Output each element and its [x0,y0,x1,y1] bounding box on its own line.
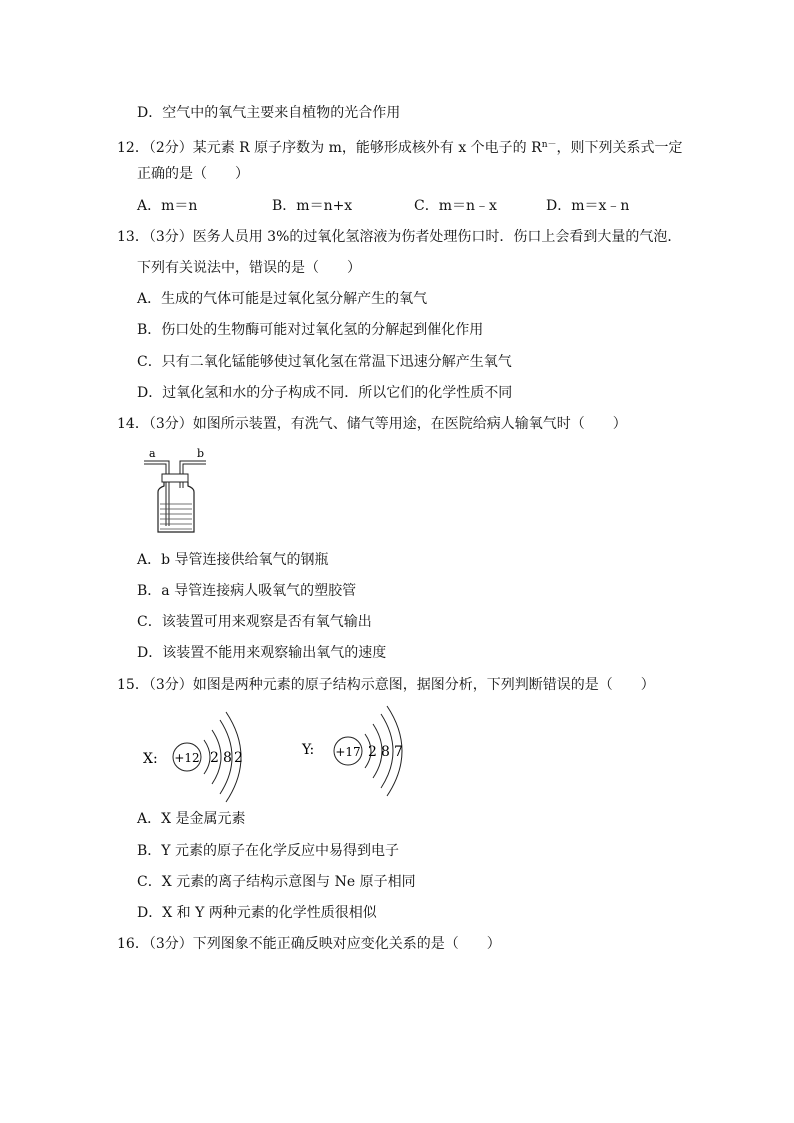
q12-options-row [0,196,794,216]
q13-option-b: B．伤口处的生物酶可能对过氧化氢的分解起到催化作用 [137,322,484,338]
q15-stem: 15．（3分）如图是两种元素的原子结构示意图，据图分析，下列判断错误的是（ ） [117,677,655,693]
q14-option-d: D．该装置不能用来观察输出氧气的速度 [137,645,387,661]
q13-option-d: D．过氧化氢和水的分子构成不同．所以它们的化学性质不同 [137,385,513,401]
q14-option-a: A．b 导管连接供给氧气的钢瓶 [137,552,329,568]
x-shell-2: 8 [223,750,232,766]
q13-option-a: A．生成的气体可能是过氧化氢分解产生的氧气 [137,291,428,307]
y-shell-1: 2 [368,744,377,760]
q12-stem-pre: 12．（2分）某元素 R 原子序数为 m，能够形成核外有 x 个电子的 R [117,140,542,156]
y-atom-label: Y: [302,742,315,758]
tube-b-label: b [197,447,205,460]
q15-option-c: C．X 元素的离子结构示意图与 Ne 原子相同 [137,874,416,890]
q11-option-d: D．空气中的氧气主要来自植物的光合作用 [137,105,401,121]
q12-option-d: D．m＝x﹣n [546,198,630,214]
q13-stem-line2: 下列有关说法中，错误的是（ ） [137,260,361,276]
gas-washing-bottle-figure [140,444,230,536]
q14-option-c: C．该装置可用来观察是否有氧气输出 [137,614,372,630]
q14-option-b: B．a 导管连接病人吸氧气的塑胶管 [137,583,357,599]
q13-option-c: C．只有二氧化锰能够使过氧化氢在常温下迅速分解产生氧气 [137,354,512,370]
q12-option-a: A．m＝n [137,198,198,214]
y-shell-3: 7 [394,744,403,760]
q12-option-b: B．m＝n+x [272,198,353,214]
y-shell-2: 8 [381,744,390,760]
q12-superscript: n－ [541,140,557,150]
q12-stem-line1 [117,135,682,158]
q12-stem-post: ，则下列关系式一定 [556,140,683,156]
x-shell-1: 2 [210,750,219,766]
q16-stem: 16．（3分）下列图象不能正确反映对应变化关系的是（ ） [117,936,501,952]
q12-option-c: C．m＝n﹣x [414,198,497,214]
atomic-structure-figure [130,702,430,812]
x-atom-label: X: [143,751,158,767]
q14-stem: 14．（3分）如图所示装置，有洗气、储气等用途，在医院给病人输氧气时（ ） [117,416,627,432]
q12-stem-line2: 正确的是（ ） [137,166,249,182]
q13-stem-line1: 13．（3分）医务人员用 3%的过氧化氢溶液为伤者处理伤口时．伤口上会看到大量的气泡． [117,229,682,245]
x-shell-3: 2 [234,750,243,766]
x-nucleus-charge: +12 [174,751,200,765]
q15-option-d: D．X 和 Y 两种元素的化学性质很相似 [137,905,377,921]
tube-a-label: a [149,447,156,460]
y-nucleus-charge: +17 [335,745,361,759]
q15-option-a: A．X 是金属元素 [137,811,246,827]
q15-option-b: B．Y 元素的原子在化学反应中易得到电子 [137,843,399,859]
